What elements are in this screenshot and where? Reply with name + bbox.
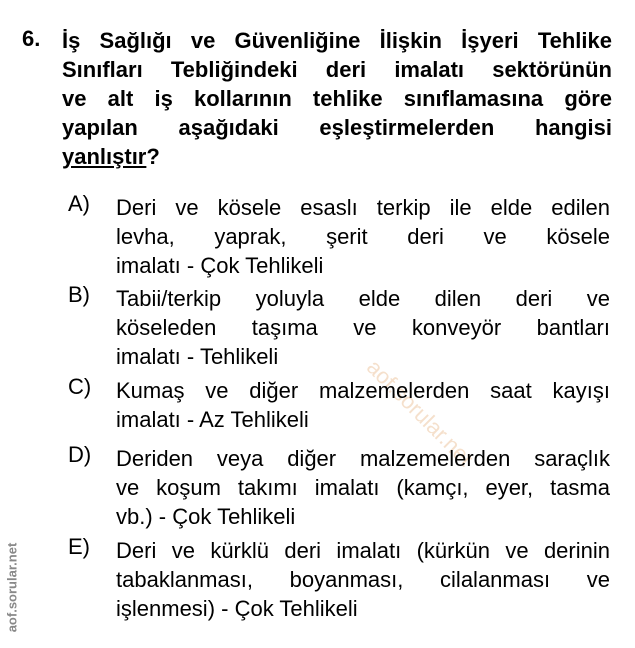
option-e[interactable]	[68, 536, 610, 623]
option-line: işlenmesi) - Çok Tehlikeli	[116, 596, 358, 621]
option-letter: A)	[68, 191, 90, 216]
option-letter: C)	[68, 374, 92, 399]
question-line	[62, 142, 612, 171]
question-text	[62, 26, 612, 171]
question-line: İş Sağlığı ve Güvenliğine İlişkin İşyeri Tehlike	[62, 28, 612, 53]
option-line: imalatı - Az Tehlikeli	[116, 407, 309, 432]
option-text	[116, 536, 610, 623]
option-d[interactable]	[68, 444, 610, 531]
option-text	[116, 284, 610, 371]
option-letter: B)	[68, 282, 90, 307]
option-line: Tabii/terkip yoluyla elde dilen deri ve	[116, 286, 610, 311]
option-line: levha, yaprak, şerit deri ve kösele	[116, 224, 610, 249]
option-a[interactable]	[68, 193, 610, 280]
option-text	[116, 376, 610, 434]
question-line: ve alt iş kollarının tehlike sınıflamasına göre	[62, 86, 612, 111]
question-mark: ?	[146, 144, 160, 169]
emphasis-word: yanlıştır	[62, 144, 147, 169]
option-line: Deriden veya diğer malzemelerden saraçlık	[116, 446, 610, 471]
watermark: aof.sorular.net	[361, 354, 479, 471]
option-text	[116, 193, 610, 280]
option-line: tabaklanması, boyanması, cilalanması ve	[116, 567, 610, 592]
option-line: imalatı - Tehlikeli	[116, 344, 279, 369]
option-b[interactable]	[68, 284, 610, 371]
option-line: Deri ve kürklü deri imalatı (kürkün ve derinin	[116, 538, 610, 563]
question-line: yapılan aşağıdaki eşleştirmelerden hangisi	[62, 115, 612, 140]
question-number: 6.	[22, 26, 41, 51]
option-line: Deri ve kösele esaslı terkip ile elde edilen	[116, 195, 610, 220]
option-line: köseleden taşıma ve konveyör bantları	[116, 315, 610, 340]
question-line: Sınıfları Tebliğindeki deri imalatı sektörünün	[62, 57, 612, 82]
option-line: imalatı - Çok Tehlikeli	[116, 253, 324, 278]
option-line: Kumaş ve diğer malzemelerden saat kayışı	[116, 378, 610, 403]
side-site-label: aof.sorular.net	[4, 542, 20, 633]
option-line: ve koşum takımı imalatı (kamçı, eyer, tasma	[116, 475, 610, 500]
option-c[interactable]	[68, 376, 610, 434]
option-text	[116, 444, 610, 531]
option-line: vb.) - Çok Tehlikeli	[116, 504, 296, 529]
option-letter: E)	[68, 534, 90, 559]
option-letter: D)	[68, 442, 92, 467]
